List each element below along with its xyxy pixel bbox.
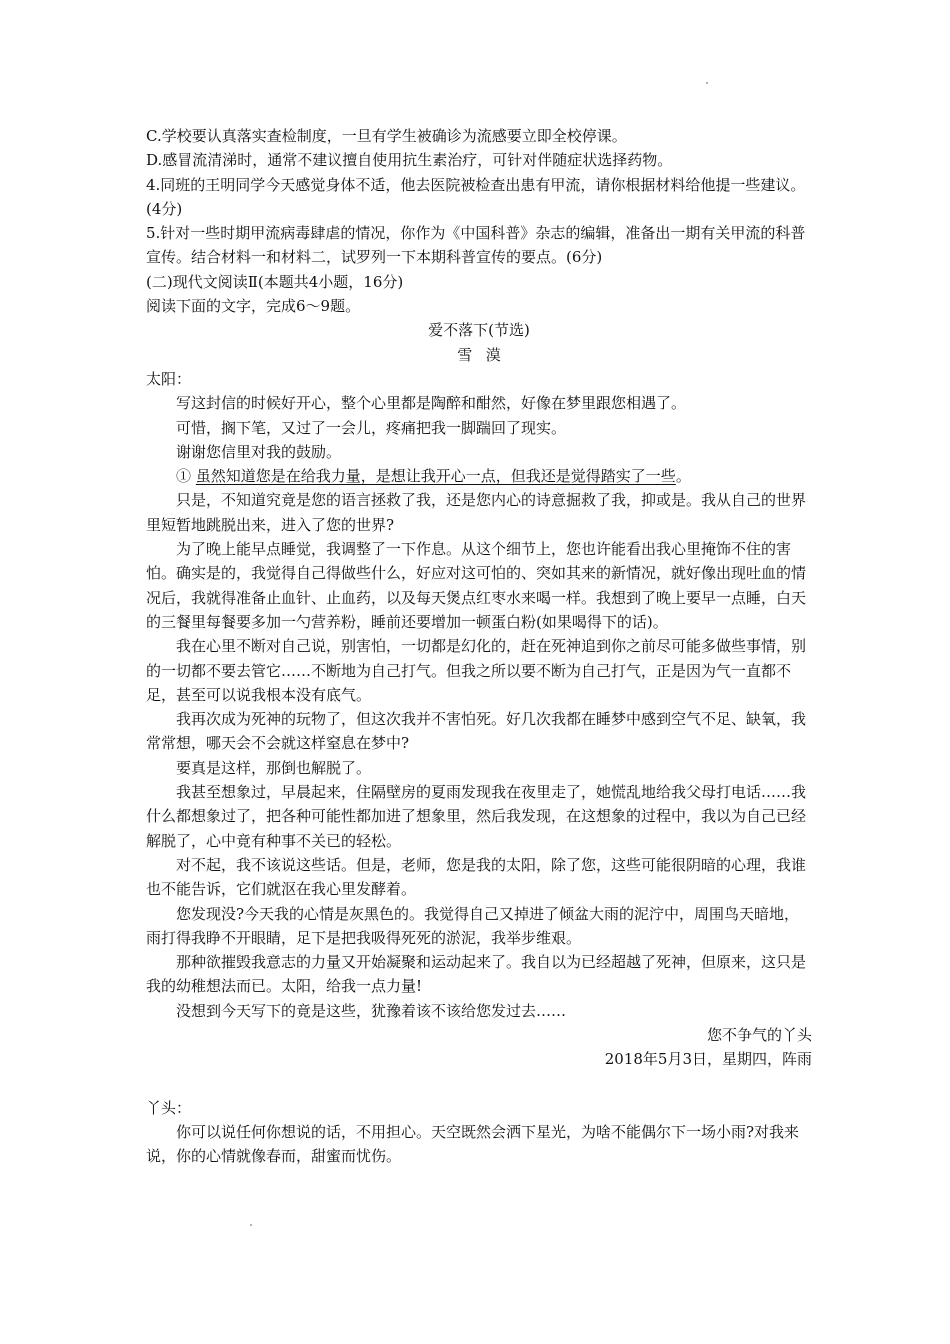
sentence-marker: ① [176,467,192,486]
letter1-paragraph: 您发现没?今天我的心情是灰黑色的。我觉得自己又掉进了倾盆大雨的泥泞中，周围鸟天暗地，雨打得我睁不开眼睛，足下是把我吸得死死的淤泥，我举步维艰。 [146,904,800,947]
letter1-paragraph: 没想到今天写下的竟是这些，犹豫着该不该给您发过去…… [176,1001,567,1020]
section-heading: (二)现代文阅读Ⅱ(本题共4小题，16分) [146,272,404,291]
letter1-signature: 您不争气的丫头 [706,1025,812,1044]
letter1-underlined-sentence [146,464,812,488]
question-5: 5.针对一些时期甲流病毒肆虐的情况，你作为《中国科普》杂志的编辑，准备出一期有关甲流的科普宣传。结合材料一和材料二，试罗列一下本期科普宣传的要点。(6分) [146,224,806,267]
letter1-paragraph: 要真是这样，那倒也解脱了。 [176,758,372,777]
letter1-paragraph: 我再次成为死神的玩物了，但这次我并不害怕死。好几次我都在睡梦中感到空气不足、缺氧，我常常想，哪天会不会就这样窒息在梦中? [146,710,807,753]
scan-speck [706,82,708,84]
option-c: C.学校要认真落实查检制度，一旦有学生被确诊为流感要立即全校停课。 [146,127,627,145]
scan-speck [250,1224,252,1226]
letter1-paragraph: 谢谢您信里对我的鼓励。 [176,442,342,461]
question-4: 4.同班的王明同学今天感觉身体不适，他去医院被检查出患有甲流，请你根据材料给他提一些建议。(4分) [146,175,806,218]
article-author: 雪漠 [457,345,515,364]
reading-instruction: 阅读下面的文字，完成6～9题。 [146,297,361,316]
letter2-paragraph: 你可以说任何你想说的话，不用担心。天空既然会洒下星光，为啥不能偶尔下一场小雨?对我来说，你的心情就像春而，甜蜜而忧伤。 [146,1123,800,1166]
letter1-paragraph: 为了晚上能早点睡觉，我调整了一下作息。从这个细节上，您也许能看出我心里掩饰不住的害怕。确实是的，我觉得自己得做些什么，好应对这可怕的、突如其来的新情况，就好像出现吐血的情况后，我就得准备止血针、止血药，以及每天煲点红枣水来喝一样。我想到了晚上要早一点睡，白天的三餐里每餐要多加一勺营养粉，睡前还要增加一顿蛋白粉(如果喝得下的话)。 [146,540,807,631]
letter1-paragraph: 我甚至想象过，早晨起来，住隔壁房的夏雨发现我在夜里走了，她慌乱地给我父母打电话……我什么都想象过了，把各种可能性都加进了想象里，然后我发现，在这想象的过程中，我以为自己已经解脱了，心中竟有种事不关已的轻松。 [146,783,807,850]
underlined-text: 虽然知道您是在给我力量，是想让我开心一点，但我还是觉得踏实了一些 [195,467,676,486]
letter2-salutation: 丫头： [146,1098,192,1117]
page-content [146,124,812,1169]
letter-spacer [146,1072,812,1096]
article-title: 爱不落下(节选) [428,321,530,340]
article-author-line [146,343,812,367]
letter1-paragraph: 我在心里不断对自己说，别害怕，一切都是幻化的，赶在死神追到你之前尽可能多做些事情，别的一切都不要去管它……不断地为自己打气。但我之所以要不断为自己打气，正是因为气一直都不足，甚至可以说我根本没有底气。 [146,637,807,704]
letter1-date: 2018年5月3日，星期四，阵雨 [604,1050,812,1069]
letter1-paragraph: 对不起，我不该说这些话。但是，老师，您是我的太阳，除了您，这些可能很阴暗的心理，我谁也不能告诉，它们就沤在我心里发酵着。 [146,855,807,899]
letter1-paragraph: 那种欲摧毁我意志的力量又开始凝聚和运动起来了。我自以为已经超越了死神，但原来，这只是我的幼稚想法而已。太阳，给我一点力量! [146,953,807,996]
letter1-paragraph: 可惜，搁下笔，又过了一会儿，疼痛把我一脚踹回了现实。 [176,418,567,437]
letter1-paragraph: 写这封信的时候好开心，整个心里都是陶醉和酣然，好像在梦里跟您相遇了。 [176,394,687,413]
letter1-paragraph: 只是，不知道究竟是您的语言拯救了我，还是您内心的诗意掘救了我，抑或是。我从自己的世界里短暂地跳脱出来，进入了您的世界? [146,491,807,534]
sentence-end: 。 [675,467,691,486]
option-d: D.感冒流清涕时，通常不建议擅自使用抗生素治疗，可针对伴随症状选择药物。 [146,151,673,170]
letter1-salutation: 太阳： [146,369,192,388]
